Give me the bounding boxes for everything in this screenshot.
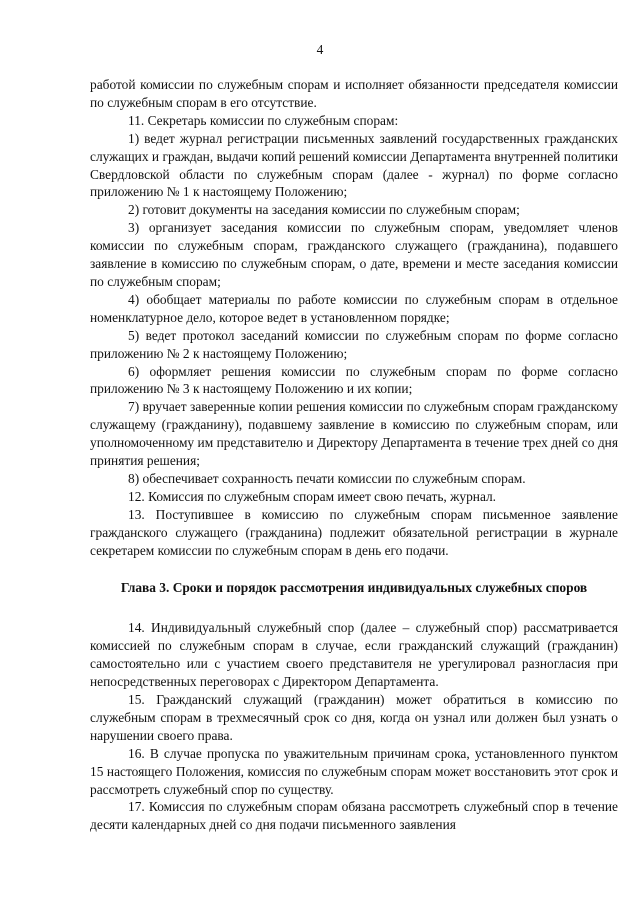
paragraph-subitem-5: 5) ведет протокол заседаний комиссии по служебным спорам по форме согласно приложению № 2 к настоящему Положению;: [90, 327, 618, 361]
paragraph-subitem-7: 7) вручает заверенные копии решения комиссии по служебным спорам гражданскому служащему (гражданину), подавшему заявление в комиссию по служебным спорам, или уполномоченному им представителю и Директору Департамента в течение трех дней со дня принятия решения;: [90, 399, 618, 469]
paragraph-subitem-4: 4) обобщает материалы по работе комиссии по служебным спорам в отдельное номенклатурное дело, которое ведет в установленном порядке;: [90, 291, 618, 325]
paragraph-subitem-6: 6) оформляет решения комиссии по служебным спорам по форме согласно приложению № 3 к настоящему Положению и их копии;: [90, 363, 618, 397]
paragraph-item-11: 11. Секретарь комиссии по служебным спорам:: [128, 112, 399, 128]
paragraph-item-13: 13. Поступившее в комиссию по служебным спорам письменное заявление гражданского служащего (гражданина) подлежит обязательной регистрации в журнале секретарем комиссии по служебным спорам в день его подачи.: [90, 506, 618, 558]
paragraph-item-12: 12. Комиссия по служебным спорам имеет свою печать, журнал.: [128, 488, 497, 504]
document-body: [90, 76, 618, 834]
paragraph-subitem-2: 2) готовит документы на заседания комиссии по служебным спорам;: [128, 202, 520, 218]
paragraph-item-17: 17. Комиссия по служебным спорам обязана рассмотреть служебный спор в течение десяти календарных дней со дня подачи письменного заявления: [90, 799, 618, 833]
chapter-title: Глава 3. Сроки и порядок рассмотрения индивидуальных служебных споров: [120, 580, 588, 596]
paragraph-subitem-8: 8) обеспечивает сохранность печати комиссии по служебным спорам.: [128, 470, 526, 486]
paragraph-subitem-3: 3) организует заседания комиссии по служебным спорам, уведомляет членов комиссии по служебным спорам, гражданского служащего (гражданина), подавшего заявление в комиссию по служебным спорам, о дате, времени и месте заседания комиссии по служебным спорам;: [90, 220, 618, 289]
paragraph-item-15: 15. Гражданский служащий (гражданин) может обратиться в комиссию по служебным спорам в трехмесячный срок со дня, когда он узнал или должен был узнать о нарушении своего права.: [90, 692, 618, 743]
paragraph-item-14: 14. Индивидуальный служебный спор (далее – служебный спор) рассматривается комиссией по служебным спорам в случае, если гражданский служащий (гражданин) самостоятельно или с участием своего представителя не урегулировал разногласия при непосредственных переговорах с Директором Департамента.: [90, 620, 618, 690]
paragraph-item-16: 16. В случае пропуска по уважительным причинам срока, установленного пунктом 15 настоящего Положения, комиссия по служебным спорам может восстановить этот срок и рассмотреть служебный спор по существу.: [90, 745, 618, 797]
paragraph-continuation: работой комиссии по служебным спорам и исполняет обязанности председателя комиссии по служебным спорам в его отсутствие.: [90, 77, 618, 110]
page-number: 4: [316, 42, 324, 57]
paragraph-subitem-1: 1) ведет журнал регистрации письменных заявлений государственных гражданских служащих и граждан, выдачи копий решений комиссии Департамента внутренней политики Свердловской области по служебным спорам (далее - журнал) по форме согласно приложению № 1 к настоящему Положению;: [90, 130, 618, 200]
